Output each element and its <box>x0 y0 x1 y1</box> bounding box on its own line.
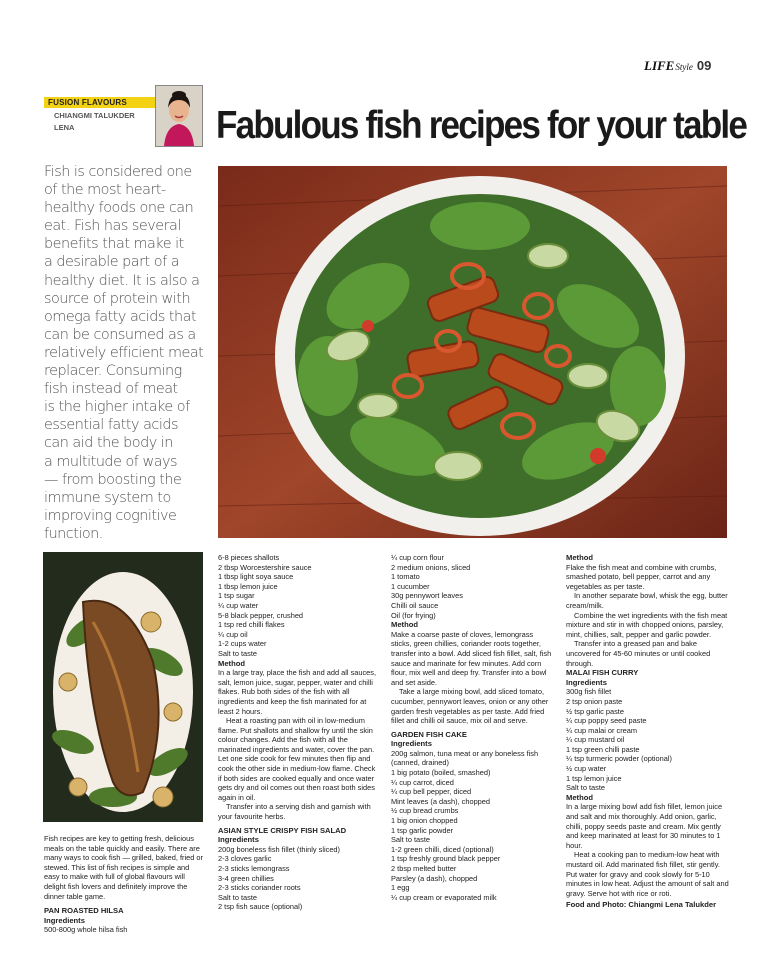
recipe-column-2 <box>391 553 555 902</box>
ingredients-heading: Ingredients <box>218 835 259 845</box>
intro-line: omega fatty acids that <box>44 308 197 325</box>
pan-roasted-hilsa-photo <box>43 552 203 822</box>
hilsa-illustration <box>43 552 203 822</box>
intro-line: of the most heart- <box>44 182 166 199</box>
ingredient-item: Oil (for frying) <box>391 610 436 620</box>
ingredient-item: Salt to taste <box>566 783 606 793</box>
method-paragraph: In another separate bowl, whisk the egg, butter cream/milk. <box>566 591 728 610</box>
masthead-style: Style <box>675 62 693 72</box>
ingredient-item: 2-3 sticks coriander roots <box>218 883 301 893</box>
recipe-column-3 <box>566 553 730 910</box>
intro-line: source of protein with <box>44 290 191 307</box>
intro-line: eat. Fish has several <box>44 218 181 235</box>
ingredient-item: 2 medium onions, sliced <box>391 562 471 572</box>
ingredient-item: Salt to taste <box>218 892 258 902</box>
ingredient-item: ¼ cup mustard oil <box>566 735 625 745</box>
ingredient-item: 1 tsp freshly ground black pepper <box>391 854 501 864</box>
intro-line: can be consumed as a <box>44 326 196 343</box>
intro-line: improving cognitive <box>44 507 177 524</box>
ingredient-item: 2-3 cloves garlic <box>218 854 272 864</box>
byline <box>54 110 135 134</box>
ingredient-item: 1 tsp garlic powder <box>391 825 454 835</box>
author-photo <box>156 86 202 146</box>
ingredient-item: 1 tsp lemon juice <box>566 773 622 783</box>
ingredient-item: ¼ cup malai or cream <box>566 725 638 735</box>
page-title: Fabulous fish recipes for your table <box>216 104 747 147</box>
intro-line: benefits that make it <box>44 236 184 253</box>
method-paragraph: In a large tray, place the fish and add all sauces, salt, lemon juice, sugar, pepper, water and chilli flakes. Rub both sides of the fish with all ingredients and keep the fish marinated for at least 2 hours. <box>218 668 377 716</box>
method-paragraph: Transfer into a greased pan and bake uncovered for 45-60 minutes or until cooked through. <box>566 639 711 668</box>
method-paragraph: In a large mixing bowl add fish fillet, lemon juice and salt and mix thoroughly. Add onion, garlic, chilli, poppy seeds paste and cream. Mix gently and keep marinated at least for 30 minutes to 1 hour. <box>566 802 723 850</box>
ingredient-item: Mint leaves (a dash), chopped <box>391 796 491 806</box>
intro-line: a desirable part of a <box>44 254 180 271</box>
recipe-title: ASIAN STYLE CRISPY FISH SALAD <box>218 825 347 835</box>
ingredient-item: 1 tsp green chilli paste <box>566 744 640 754</box>
ingredient-item: ½ cup water <box>566 764 607 774</box>
byline-name: CHIANGMI TALUKDER <box>54 111 135 120</box>
fish-salad-illustration <box>218 166 727 538</box>
method-paragraph: Flake the fish meat and combine with crumbs, smashed potato, bell pepper, carrot and any vegetables as per taste. <box>566 562 717 591</box>
ingredient-item: ½ cup bread crumbs <box>391 806 459 816</box>
ingredient-item: 1 tsp red chilli flakes <box>218 620 285 630</box>
method-paragraph: Heat a cooking pan to medium-low heat with mustard oil. Add marinated fish fillet, stir gently. Put water for gravy and cook slowly for 5-10 minutes in low heat. Adjust the amount of salt and gravy. Serve hot with rice or roti. <box>566 850 729 898</box>
author-avatar <box>155 85 203 147</box>
intro-line: is the higher intake of <box>44 399 190 416</box>
photo-credit: Food and Photo: Chiangmi Lena Talukder <box>566 900 717 910</box>
byline-surname: LENA <box>54 123 75 132</box>
ingredient-item: 1 big onion chopped <box>391 816 458 826</box>
intro-line: function. <box>44 525 103 542</box>
ingredient-item: 1 tbsp lemon juice <box>218 581 278 591</box>
ingredient-item: ¼ cup water <box>218 600 259 610</box>
ingredient-item: ¼ cup poppy seed paste <box>566 716 647 726</box>
ingredient-item: ¼ cup corn flour <box>391 553 444 562</box>
ingredient-item: Parsley (a dash), chopped <box>391 873 478 883</box>
ingredient-item: 3-4 green chillies <box>218 873 274 883</box>
ingredient-item: 2 tbsp Worcestershire sauce <box>218 562 312 572</box>
method-paragraph: Take a large mixing bowl, add sliced tomato, cucumber, pennywort leaves, onion or any other garden fresh vegetables as per taste. Add fried fillet and chilli oil sauce, mix oil and serve. <box>391 687 549 726</box>
ingredient-item: ¼ cup carrot, diced <box>391 777 454 787</box>
page-number: 09 <box>696 58 712 73</box>
ingredient-item: 1-2 green chilli, diced (optional) <box>391 844 494 854</box>
recipe-column-1 <box>218 553 380 912</box>
ingredients-heading: Ingredients <box>44 915 85 925</box>
ingredient-item: ¼ cup bell pepper, diced <box>391 787 472 797</box>
intro-line: healthy diet. It is also a <box>44 272 200 289</box>
ingredient-item: 1 tbsp light soya sauce <box>218 572 294 582</box>
masthead <box>644 58 711 75</box>
intro-line: Fish is considered one <box>44 164 192 180</box>
fish-salad-photo <box>218 166 727 538</box>
intro-line: relatively efficient meat <box>44 344 204 361</box>
ingredient-item: 1 tsp sugar <box>218 591 255 601</box>
intro-line: — from boosting the <box>44 471 182 488</box>
intro-line: fish instead of meat <box>44 381 178 398</box>
method-heading: Method <box>391 620 418 630</box>
method-paragraph: Heat a roasting pan with oil in low-medium flame. Put shallots and shallow fry until the skin colour changes. Add the fish with all the marinated ingredients and water, cover the pan. Let one side cook for few minutes then flip and cook the other side in medium-low flame. Check if both sides are cooked equally and once water gets dry and oil comes out then roast both sides again in oil. <box>218 716 376 802</box>
method-heading: Method <box>566 792 593 802</box>
ingredient-item: 1 egg <box>391 883 410 893</box>
intro-line: essential fatty acids <box>44 417 178 434</box>
ingredient-item: 5-8 black pepper, crushed <box>218 610 304 620</box>
intro-line: can aid the body in <box>44 435 173 452</box>
method-heading: Method <box>218 658 245 668</box>
ingredient-item: ¼ cup oil <box>218 629 248 639</box>
ingredient-item: 200g salmon, tuna meat or any boneless fish (canned, drained) <box>391 748 539 768</box>
ingredient-item: ¼ tsp turmeric powder (optional) <box>566 754 672 764</box>
ingredient-item: 2-3 sticks lemongrass <box>218 864 290 873</box>
intro-line: healthy foods one can <box>44 200 194 217</box>
intro-text <box>44 163 204 543</box>
caption-column <box>44 834 206 935</box>
ingredient-item: 1 cucumber <box>391 581 430 591</box>
ingredient-item: Chilli oil sauce <box>391 600 439 610</box>
ingredient-item: 500-800g whole hilsa fish <box>44 925 128 935</box>
ingredient-item: 200g boneless fish fillet (thinly sliced) <box>218 844 341 854</box>
ingredient-item: ½ tsp garlic paste <box>566 706 624 716</box>
method-paragraph: Transfer into a serving dish and garnish with your favourite herbs. <box>218 802 371 822</box>
ingredient-item: 1 tomato <box>391 572 420 582</box>
recipe-title: MALAI FISH CURRY <box>566 668 639 678</box>
caption-text: Fish recipes are key to getting fresh, delicious meals on the table quickly and easily. There are many ways to cook fish — grilled, baked, fried or stewed. This list of fish recipes is simple and easy to make with full of global flavours will delight fish lovers and definitely improve the dinner table game. <box>44 834 203 901</box>
ingredient-item: 6-8 pieces shallots <box>218 553 280 562</box>
section-tag: FUSION FLAVOURS <box>44 97 162 108</box>
ingredient-item: 300g fish fillet <box>566 687 612 697</box>
ingredient-item: Salt to taste <box>391 835 431 845</box>
intro-line: a multitude of ways <box>44 453 178 470</box>
ingredients-heading: Ingredients <box>391 739 432 749</box>
ingredient-item: Salt to taste <box>218 648 258 658</box>
ingredient-item: 1-2 cups water <box>218 639 267 649</box>
ingredient-item: 2 tsp fish sauce (optional) <box>218 902 303 912</box>
method-paragraph: Combine the wet ingredients with the fish meat mixture and stir in with chopped onions, parsley, mint, chillies, salt, pepper and garlic powder. <box>566 610 728 639</box>
ingredient-item: ¼ cup cream or evaporated milk <box>391 892 497 902</box>
method-heading: Method <box>566 553 593 562</box>
intro-line: immune system to <box>44 489 171 506</box>
ingredient-item: 2 tbsp melted butter <box>391 864 457 873</box>
recipe-title: PAN ROASTED HILSA <box>44 906 124 916</box>
ingredient-item: 2 tsp onion paste <box>566 696 623 706</box>
method-paragraph: Make a coarse paste of cloves, lemongrass sticks, green chillies, coriander roots together, transfer into a bowl. Add sliced fish fillet, salt, fish sauce and marinate for few minutes. Add corn flour, mix well and deep fry. Transfer into a bowl and set aside. <box>391 629 552 687</box>
ingredient-item: 1 big potato (boiled, smashed) <box>391 768 491 778</box>
masthead-logo: LIFE <box>644 58 675 73</box>
ingredient-item: 30g pennywort leaves <box>391 591 463 601</box>
ingredients-heading: Ingredients <box>566 677 607 687</box>
intro-line: replacer. Consuming <box>44 363 182 380</box>
recipe-title: GARDEN FISH CAKE <box>391 729 467 739</box>
